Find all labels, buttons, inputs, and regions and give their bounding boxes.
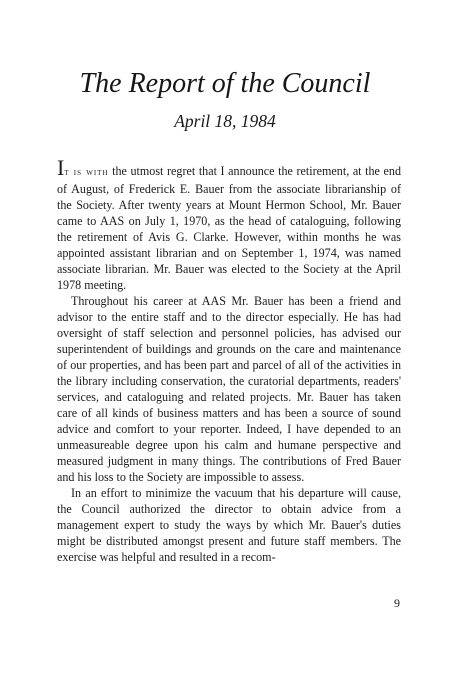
body-text (57, 155, 401, 565)
paragraph-2: Throughout his career at AAS Mr. Bauer has been a friend and advisor to the entire staff and to the director especially. He has had oversight of staff selection and personnel policies, has advised our superintendent of buildings and grounds on the care and maintenance of our properties, and has been part and parcel of all of the activities in the library including conservation, the curatorial departments, readers' services, and cataloguing and related projects. Mr. Bauer has taken care of all kinds of business matters and has been a source of sound advice and comfort to your reporter. Indeed, I have depended to an unmeasureable degree upon his calm and humane perspective and measured judgment in many things. The contributions of Fred Bauer and his loss to the Society are impossible to assess. (57, 294, 401, 484)
paragraph-1 (57, 155, 401, 293)
report-date: April 18, 1984 (174, 111, 276, 131)
paragraph-1-text: the utmost regret that I announce the retirement, at the end of August, of Frederick E. Bauer from the associate librarianship of the Society. After twenty years at Mount Hermon School, Mr. Bauer came to AAS on July 1, 1970, as the head of cataloguing, following the retirement of Avis G. Clarke. However, within months he was appointed assistant librarian and on September 1, 1974, was named associate librarian. Mr. Bauer was elected to the Society at the April 1978 meeting. (57, 164, 401, 292)
page-title: The Report of the Council (79, 68, 371, 99)
paragraph-3: In an effort to minimize the vacuum that his departure will cause, the Council authorized the director to obtain advice from a management expert to study the ways by which Mr. Bauer's duties might be distributed amongst present and future staff members. The exercise was helpful and resulted in a recom- (57, 486, 401, 564)
page-number: 9 (394, 596, 400, 610)
drop-cap: I (57, 155, 65, 180)
small-caps-opening: t is with (64, 167, 109, 178)
